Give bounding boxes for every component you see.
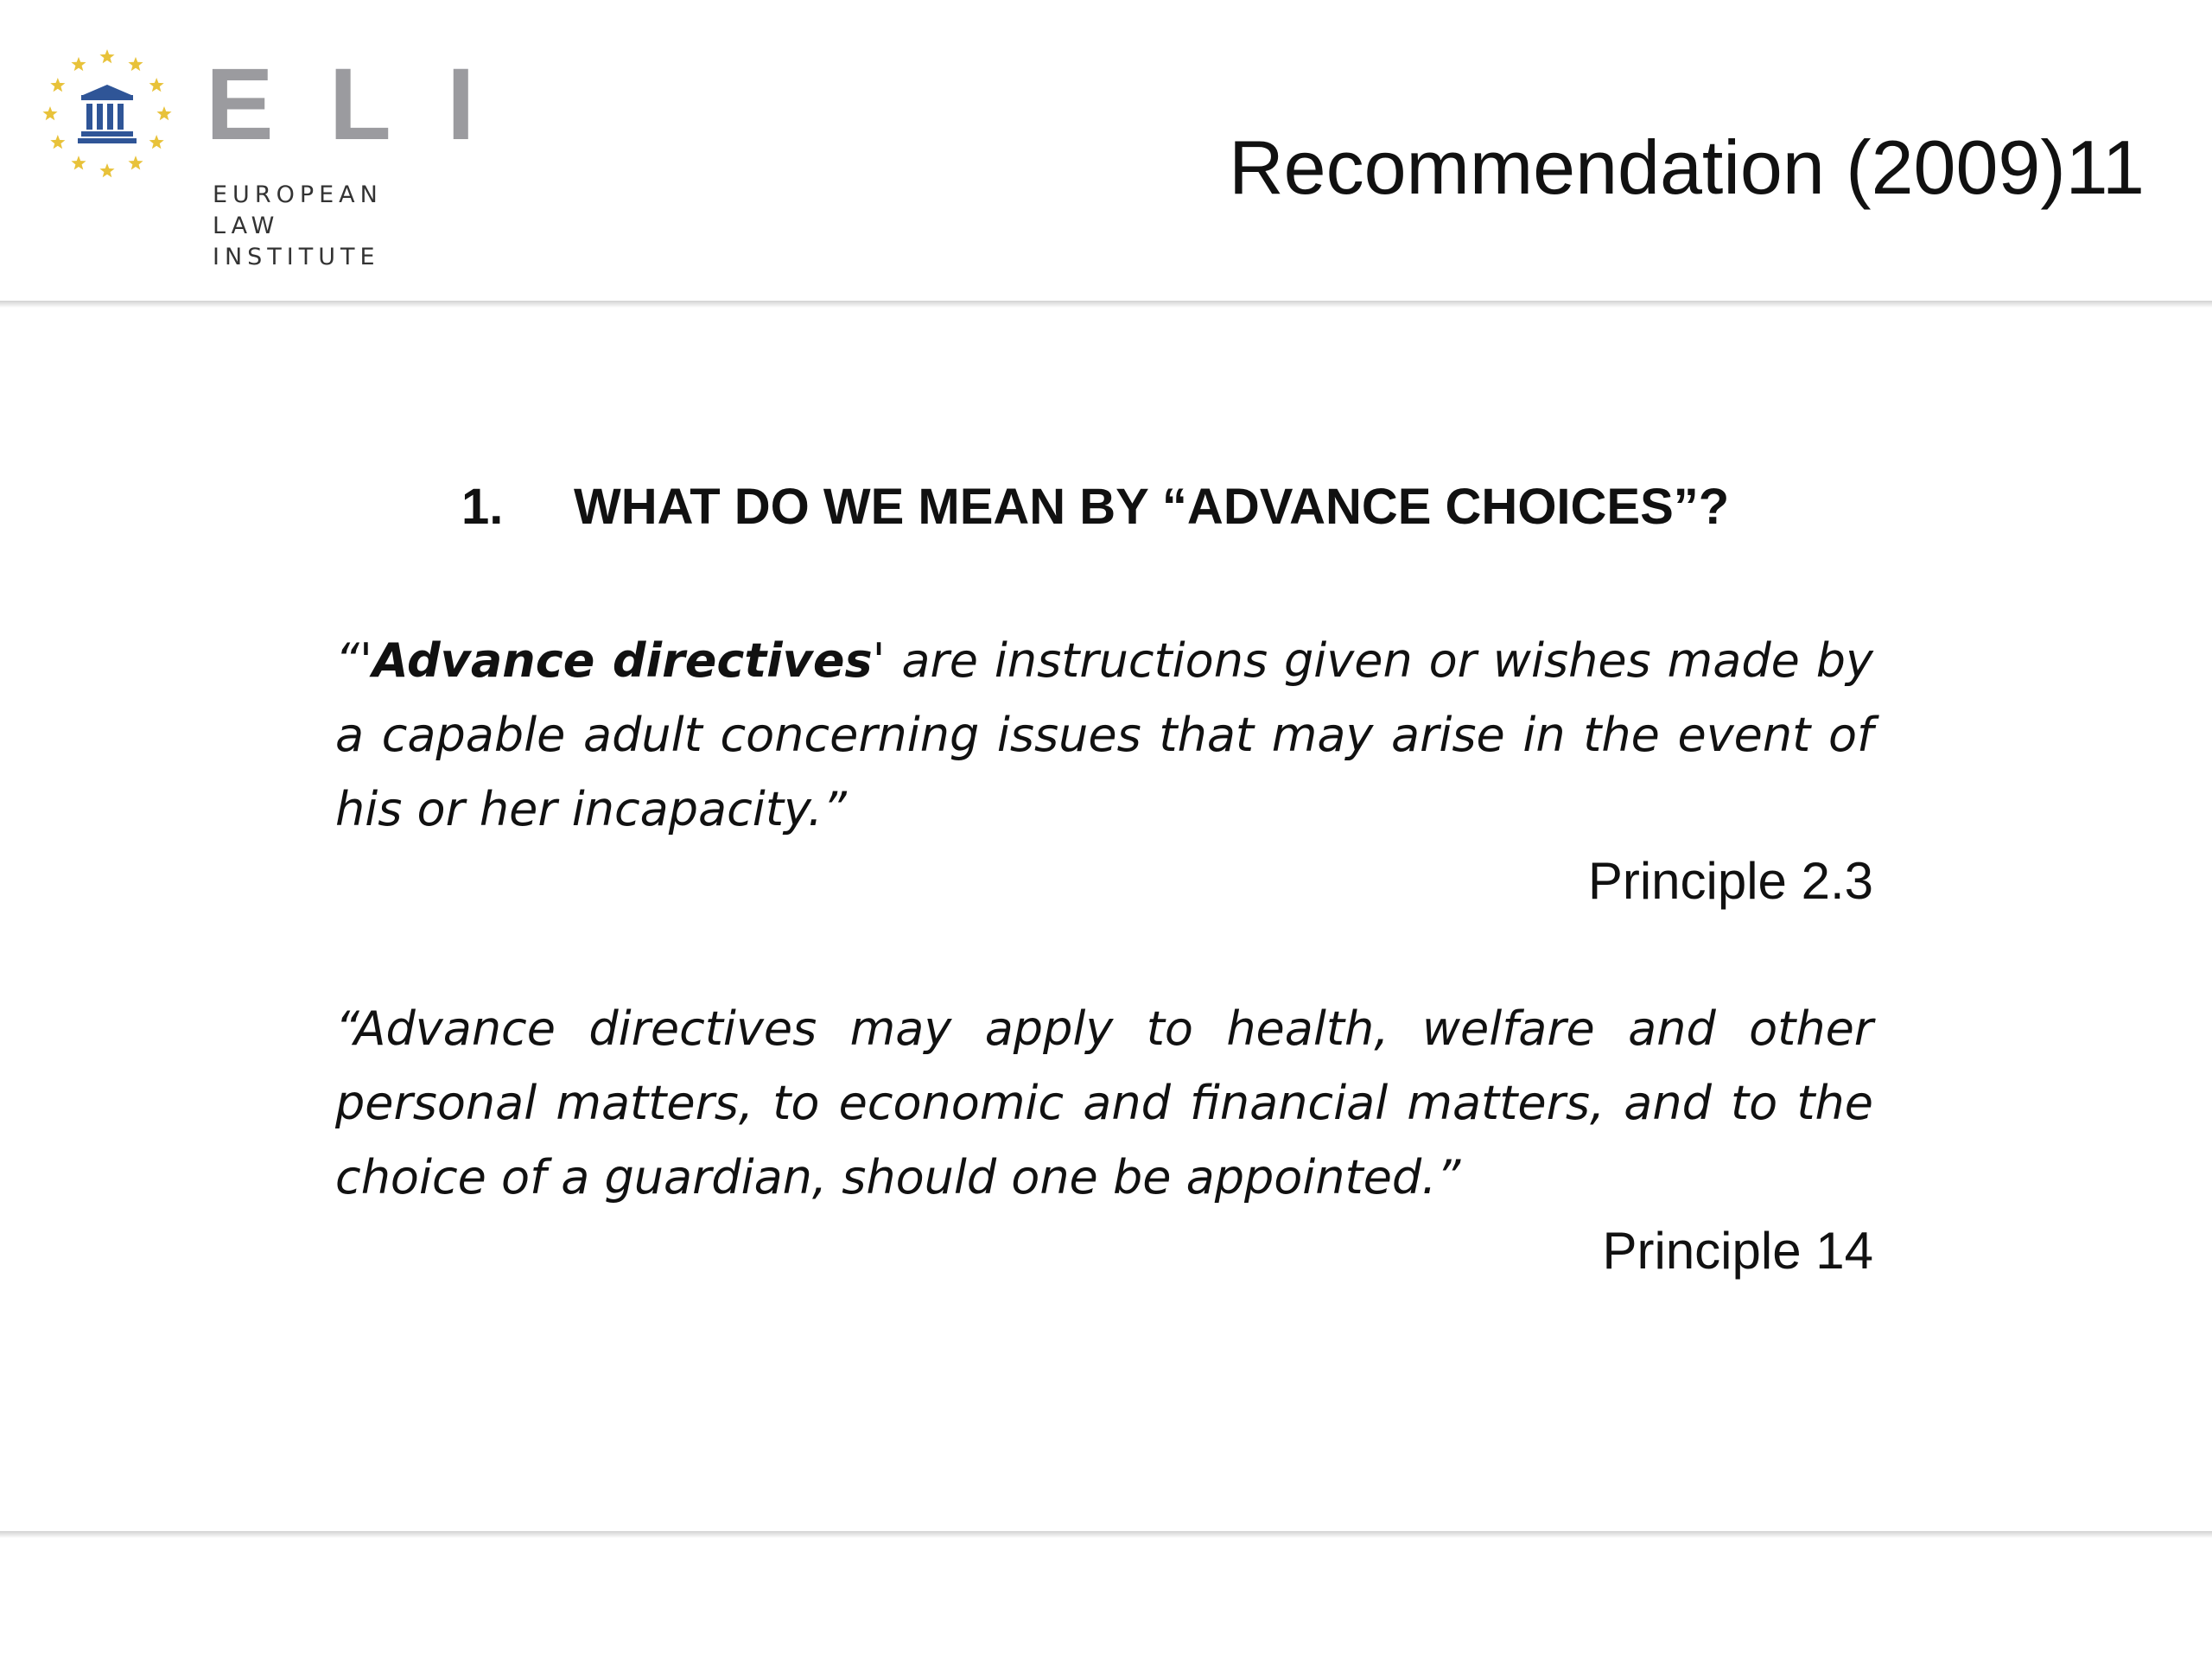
header-divider (0, 301, 2212, 308)
logo-subtitle-line: LAW (213, 213, 280, 239)
star-icon (99, 49, 114, 63)
star-icon (156, 106, 171, 120)
quote-text: “Advance directives may apply to health, welfare and other personal matters, to economic and financial matters, and to the choice of a guardian, should one be appointed.” (335, 1001, 1873, 1205)
slide-title: Recommendation (2009)11 (1229, 124, 2145, 210)
section-number: 1. (461, 479, 504, 535)
quote-text: ' are instructions given or wishes made by a capable adult concerning issues that may arise in the event of his or her incapacity.” (335, 633, 1873, 836)
quote-advance-directives-scope (335, 992, 1873, 1215)
quote-source: Principle 14 (1602, 1222, 1873, 1280)
star-icon (50, 135, 65, 149)
logo-subtitle-line: INSTITUTE (213, 244, 380, 270)
footer-divider (0, 1531, 2212, 1538)
star-icon (149, 135, 164, 149)
slide-header (0, 0, 2212, 301)
quote-source: Principle 2.3 (1587, 852, 1873, 910)
logo-subtitle-line: EUROPEAN (213, 181, 383, 208)
logo-subtitle (213, 180, 383, 273)
section-heading (461, 479, 1730, 535)
logo-wordmark (206, 48, 475, 166)
star-icon (50, 78, 65, 92)
star-icon (128, 156, 143, 169)
quote-open-marks: “' (335, 633, 372, 688)
star-icon (71, 156, 86, 169)
building-icon (78, 85, 137, 143)
eli-emblem-icon (38, 45, 176, 183)
logo-letter-i: I (446, 48, 475, 162)
star-icon (128, 57, 143, 71)
star-icon (99, 163, 114, 177)
star-icon (149, 78, 164, 92)
quote-bold-term: Advance directives (372, 633, 873, 688)
quote-advance-directives-definition (335, 624, 1873, 847)
star-icon (71, 57, 86, 71)
logo-letter-e: E (206, 48, 274, 162)
logo-letter-l: L (328, 48, 391, 162)
section-heading-text: WHAT DO WE MEAN BY “ADVANCE CHOICES”? (574, 479, 1730, 535)
star-icon (42, 106, 57, 120)
